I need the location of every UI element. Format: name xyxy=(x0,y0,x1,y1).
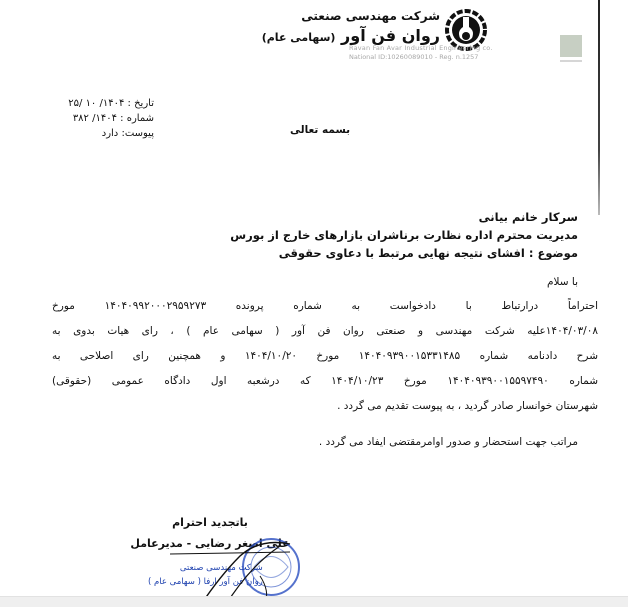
body-line: ۱۴۰۴/۰۳/۰۸علیه شرکت مهندسی و صنعتی روان فن آور ( سهامی عام ) ، رای هیات بدوی به xyxy=(52,325,598,337)
number-label: شماره : xyxy=(120,113,154,124)
date-label: تاریخ : xyxy=(127,98,154,109)
signatory-name-title: علی اصغر رضایی - مدیرعامل xyxy=(130,537,290,550)
company-english-name: Ravan Fan Avar Industrial Engineering co. xyxy=(349,44,493,52)
viewer-bottom-bar xyxy=(0,596,628,607)
signature-regards: باتجدید احترام xyxy=(172,516,248,529)
body-line: شرح دادنامه شماره ۱۴۰۴۰۹۳۹۰۰۱۵۳۳۱۴۸۵ مورخ ۱۴۰۴/۱۰/۲۰ و همچنین رای اصلاحی به xyxy=(52,350,599,362)
company-national-id: National ID:10260089010 - Reg. n.1257 xyxy=(349,53,479,61)
company-name-main: روان فن آور xyxy=(341,26,440,45)
basmala-heading: بسمه تعالی xyxy=(290,124,351,136)
closing-sentence: مراتب جهت استحضار و صدور اوامرمقتضی ایفاد می گردد . xyxy=(318,436,578,448)
company-name-line2 xyxy=(262,26,440,45)
date-row xyxy=(68,96,154,111)
body-line: احتراماً درارتباط با دادخواست به شماره پرونده ۱۴۰۴۰۹۹۲۰۰۰۲۹۵۹۲۷۳ مورخ xyxy=(52,300,598,312)
recipient-block xyxy=(230,208,578,262)
greeting: با سلام xyxy=(546,276,578,288)
recipient-salutation: سرکار خانم بیانی xyxy=(478,210,578,224)
stamp-line2: روان فن آور ارفا ( سهامی عام ) xyxy=(148,577,263,587)
number-value: ۱۴۰۴/ ۳۸۲ xyxy=(72,113,117,124)
stamp-line1: شرکت مهندسی صنعتی xyxy=(179,563,263,573)
date-value: ۱۴۰۴/ ۱۰ /۲۵ xyxy=(68,98,125,109)
attachment-value: دارد xyxy=(101,128,119,139)
letterhead xyxy=(261,2,520,62)
scan-edge-line xyxy=(598,0,600,215)
letter-subject: موضوع : افشای نتیجه نهایی مرتبط با دعاوی حقوقی xyxy=(278,246,578,260)
body-line: شهرستان خوانسار صادر گردید ، به پیوست تقدیم می گردد . xyxy=(337,400,598,412)
barcode-caption xyxy=(560,60,582,62)
recipient-position: مدیریت محترم اداره نظارت برناشران بازارهای خارج از بورس xyxy=(230,228,578,242)
body-line: شماره ۱۴۰۴۰۹۳۹۰۰۱۵۵۹۷۴۹۰ مورخ ۱۴۰۴/۱۰/۲۳ که درشعبه اول دادگاه عمومی (حقوقی) xyxy=(52,375,598,387)
attachment-row xyxy=(68,126,154,141)
company-name-suffix: (سهامی عام) xyxy=(261,31,336,44)
company-name-line1: شرکت مهندسی صنعتی xyxy=(301,9,440,23)
barcode-stamp xyxy=(560,35,582,57)
attachment-label: پیوست: xyxy=(121,128,154,139)
letter-meta xyxy=(68,96,154,141)
number-row xyxy=(68,111,154,126)
letter-body xyxy=(52,294,598,419)
signature-block xyxy=(120,516,300,587)
